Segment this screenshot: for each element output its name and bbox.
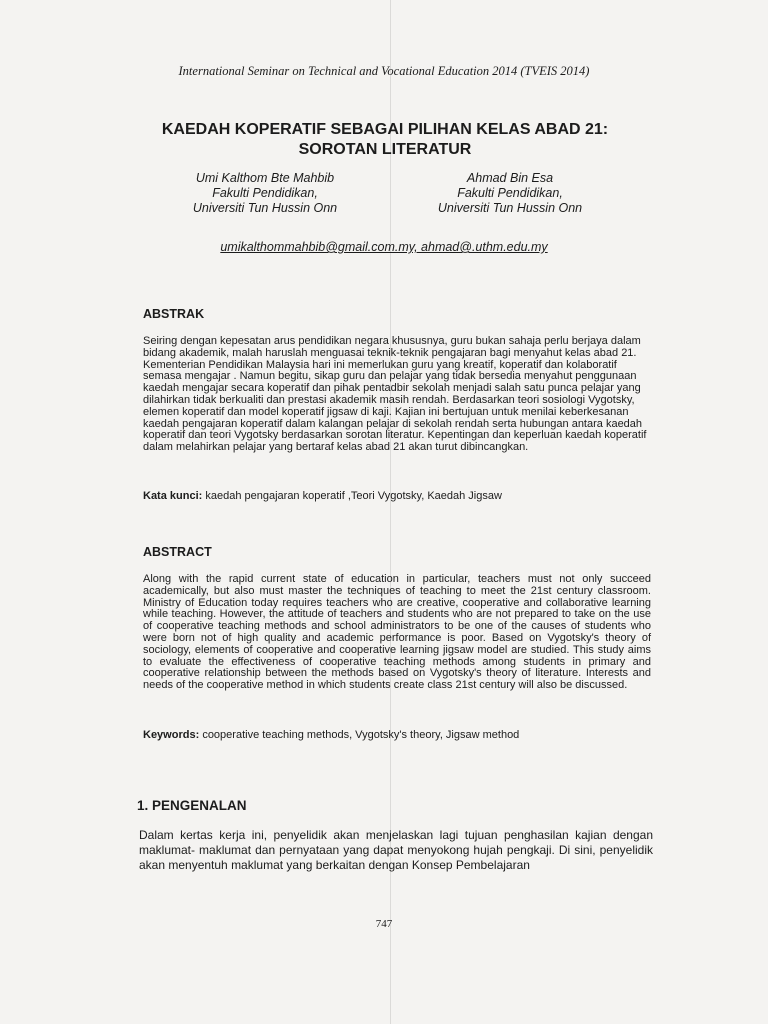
author-university: Universiti Tun Hussin Onn xyxy=(192,201,338,215)
keywords-text: kaedah pengajaran koperatif ,Teori Vygotsky, Kaedah Jigsaw xyxy=(205,490,502,502)
author-1 xyxy=(150,171,380,216)
section-body-pengenalan: Dalam kertas kerja ini, penyelidik akan menjelaskan lagi tujuan penghasilan kajian dengan maklumat- maklumat dan pernyataan yang dapat menyokong hujah pengkaji. Di sini, penyelidik akan menyentuh maklumat yang berkaitan dengan Konsep Pembelajaran xyxy=(139,828,653,872)
keywords-text: cooperative teaching methods, Vygotsky's theory, Jigsaw method xyxy=(202,729,520,741)
abstrak-heading: ABSTRAK xyxy=(143,307,205,321)
title-line-1: KAEDAH KOPERATIF SEBAGAI PILIHAN KELAS ABAD 21: xyxy=(161,121,609,138)
author-emails: umikalthommahbib@gmail.com.my, ahmad@.uthm.edu.my xyxy=(220,240,548,254)
abstract-heading: ABSTRACT xyxy=(143,545,212,559)
keywords-label: Kata kunci: xyxy=(143,490,203,502)
abstract-body: Along with the rapid current state of education in particular, teachers must not only succeed academically, but also must master the techniques of teaching to meet the 21st century classroom. Ministry of Education today requires teachers who are creative, cooperative and collaborative learning while teaching. However, the attitude of teachers and students who are not prepared to take on the use of cooperative teaching methods and school administrators to be one of the causes of students who were born not of high quality and academic performance is poor. Based on Vygotsky's theory of sociology, elements of cooperative and cooperative learning jigsaw model are studied. This study aims to evaluate the effectiveness of cooperative teaching methods among students in primary and cooperative relationship between the methods based on Vygotsky's theory of literature. Interests and needs of the cooperative method in which students create class 21st century will also be discussed. xyxy=(143,573,651,692)
abstrak-keywords xyxy=(143,490,651,502)
author-university: Universiti Tun Hussin Onn xyxy=(437,201,583,215)
keywords-label: Keywords: xyxy=(143,729,200,741)
title-line-2: SOROTAN LITERATUR xyxy=(298,141,472,158)
author-department: Fakulti Pendidikan, xyxy=(212,186,318,200)
section-heading-pengenalan: 1. PENGENALAN xyxy=(137,798,247,813)
author-department: Fakulti Pendidikan, xyxy=(457,186,563,200)
author-name: Umi Kalthom Bte Mahbib xyxy=(195,171,335,185)
author-2 xyxy=(395,171,625,216)
author-name: Ahmad Bin Esa xyxy=(466,171,554,185)
page-number: 747 xyxy=(375,918,393,930)
abstract-keywords xyxy=(143,729,651,741)
paper-title xyxy=(120,120,650,160)
abstrak-body: Seiring dengan kepesatan arus pendidikan negara khususnya, guru bukan sahaja perlu berjaya dalam bidang akademik, malah haruslah menguasai teknik-teknik pengajaran bagi menyahut kelas abad 21. Kementerian Pendidikan Malaysia hari ini memerlukan guru yang kreatif, koperatif dan kolaboratif semasa mengajar . Namun begitu, sikap guru dan pelajar yang tidak bersedia menyahut penggunaan kaedah mengajar secara koperatif dan pihak pentadbir sekolah menjadi salah satu punca pelajar yang dilahirkan tidak berkualiti dan prestasi akademik masih rendah. Berdasarkan teori sosiologi Vygotsky, elemen koperatif dan model koperatif jigsaw di kaji. Kajian ini bertujuan untuk menilai keberkesanan kaedah pengajaran koperatif dalam kalangan pelajar di sekolah rendah serta hubungan antara kaedah koperatif dan teori Vygotsky berdasarkan sorotan literatur. Kepentingan dan keperluan kaedah koperatif dalam melahirkan pelajar yang bertaraf kelas abad 21 akan turut dibincangkan. xyxy=(143,335,647,454)
conference-header: International Seminar on Technical and Vocational Education 2014 (TVEIS 2014) xyxy=(178,64,590,78)
